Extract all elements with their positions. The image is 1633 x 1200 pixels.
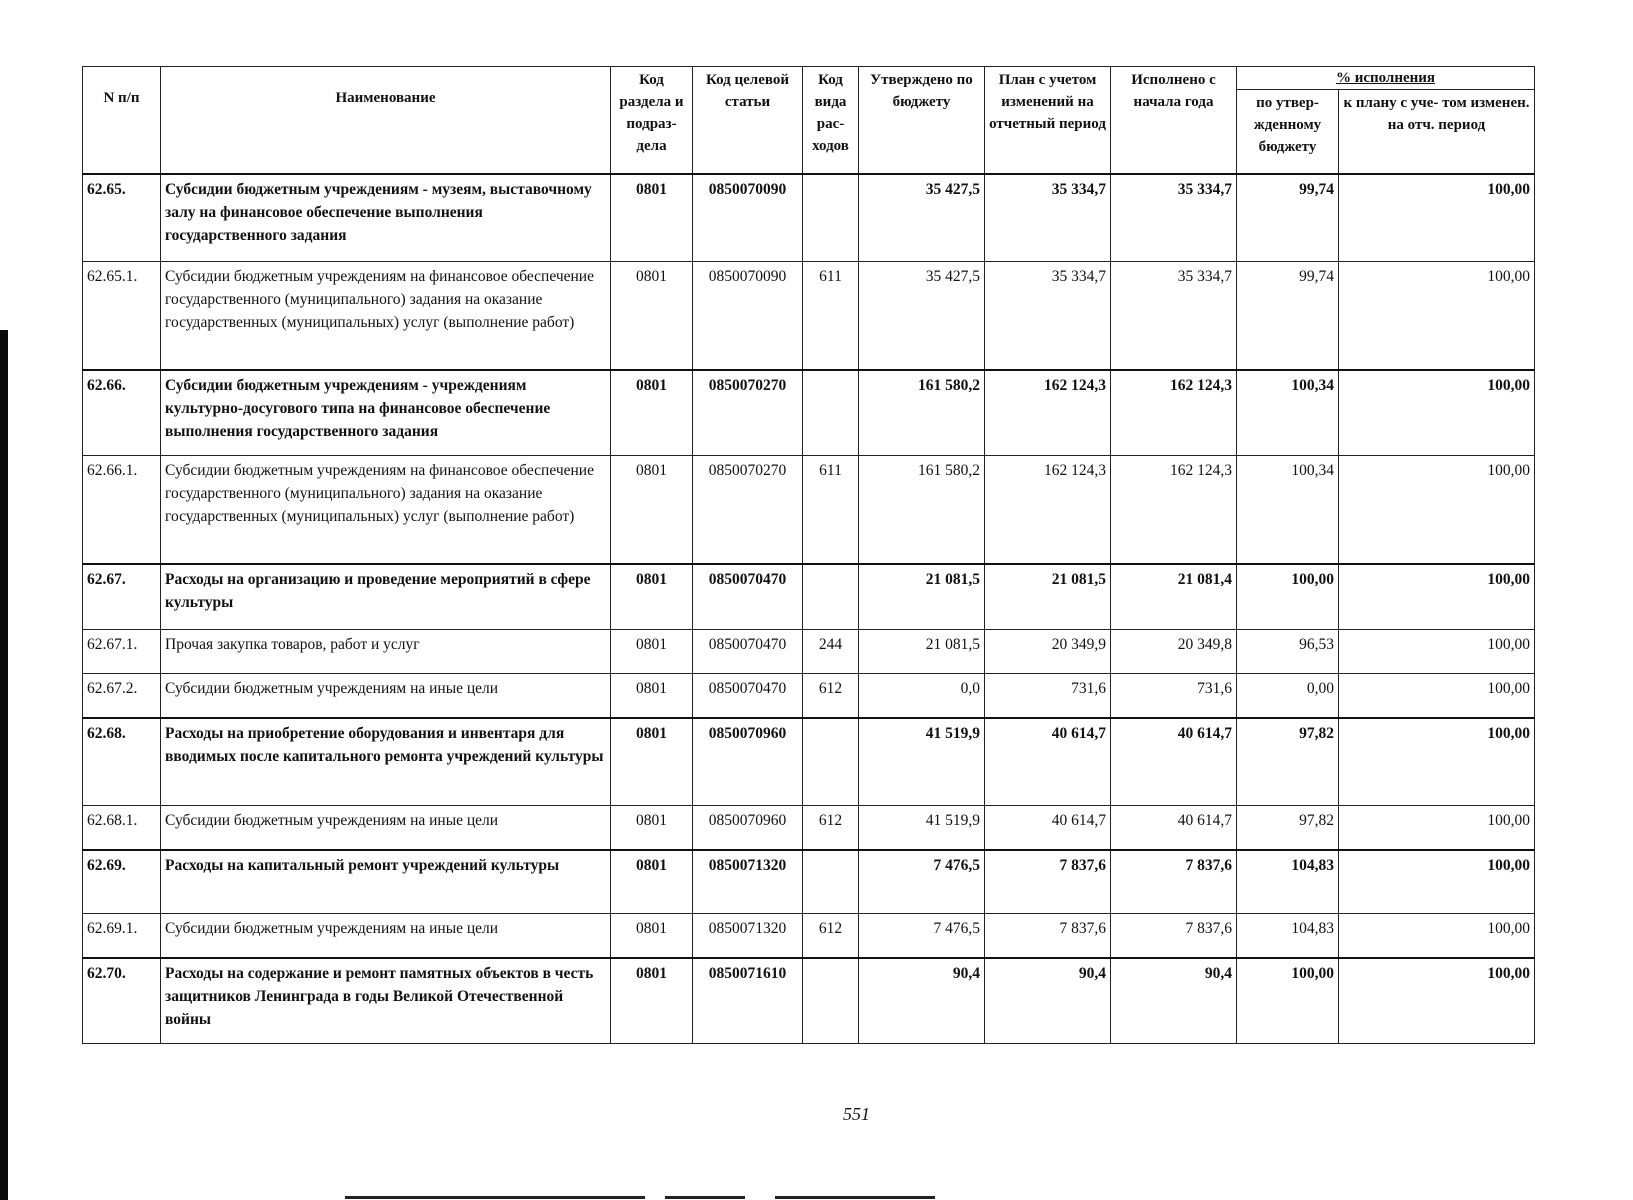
table-row — [83, 370, 1535, 456]
row-approved: 7 476,5 — [859, 850, 985, 914]
row-name: Субсидии бюджетным учреждениям на иные цели — [161, 914, 611, 958]
row-num: 62.65. — [83, 174, 161, 262]
row-approved: 90,4 — [859, 958, 985, 1044]
row-target-code: 0850070470 — [693, 630, 803, 674]
row-executed: 20 349,8 — [1111, 630, 1237, 674]
row-approved: 161 580,2 — [859, 456, 985, 564]
row-pct-budget: 100,34 — [1237, 370, 1339, 456]
row-expense-code — [803, 850, 859, 914]
header-num: N п/п — [83, 67, 161, 174]
row-num: 62.66. — [83, 370, 161, 456]
row-executed: 162 124,3 — [1111, 370, 1237, 456]
row-pct-plan: 100,00 — [1339, 564, 1535, 630]
row-plan: 7 837,6 — [985, 850, 1111, 914]
row-target-code: 0850070270 — [693, 370, 803, 456]
row-approved: 21 081,5 — [859, 630, 985, 674]
row-section-code: 0801 — [611, 262, 693, 370]
row-executed: 40 614,7 — [1111, 718, 1237, 806]
row-num: 62.69. — [83, 850, 161, 914]
table-row — [83, 914, 1535, 958]
row-executed: 40 614,7 — [1111, 806, 1237, 850]
row-pct-plan: 100,00 — [1339, 630, 1535, 674]
table-row — [83, 456, 1535, 564]
row-expense-code: 612 — [803, 806, 859, 850]
bottom-rule — [775, 1196, 935, 1199]
row-expense-code: 611 — [803, 262, 859, 370]
row-pct-plan: 100,00 — [1339, 674, 1535, 718]
row-name: Субсидии бюджетным учреждениям на финансовое обеспечение государственного (муниципального) задания на оказание государственных (муниципальных) услуг (выполнение работ) — [161, 262, 611, 370]
row-plan: 20 349,9 — [985, 630, 1111, 674]
row-pct-plan: 100,00 — [1339, 262, 1535, 370]
row-section-code: 0801 — [611, 718, 693, 806]
row-plan: 731,6 — [985, 674, 1111, 718]
table-row — [83, 718, 1535, 806]
row-name: Расходы на содержание и ремонт памятных объектов в честь защитников Ленинграда в годы Великой Отечественной войны — [161, 958, 611, 1044]
row-expense-code: 244 — [803, 630, 859, 674]
table-header — [83, 67, 1535, 174]
row-approved: 21 081,5 — [859, 564, 985, 630]
row-target-code: 0850070960 — [693, 806, 803, 850]
row-executed: 731,6 — [1111, 674, 1237, 718]
bottom-rule — [665, 1196, 745, 1199]
row-executed: 35 334,7 — [1111, 174, 1237, 262]
row-pct-budget: 0,00 — [1237, 674, 1339, 718]
bottom-rule — [345, 1196, 645, 1199]
table-row — [83, 850, 1535, 914]
scan-edge — [0, 330, 8, 1200]
row-name: Субсидии бюджетным учреждениям на иные цели — [161, 674, 611, 718]
row-name: Расходы на приобретение оборудования и инвентаря для вводимых после капитального ремонта учреждений культуры — [161, 718, 611, 806]
row-expense-code: 611 — [803, 456, 859, 564]
row-executed: 35 334,7 — [1111, 262, 1237, 370]
header-executed: Исполнено с начала года — [1111, 67, 1237, 174]
row-approved: 7 476,5 — [859, 914, 985, 958]
row-plan: 40 614,7 — [985, 806, 1111, 850]
page-number: 551 — [843, 1104, 870, 1124]
row-pct-budget: 100,00 — [1237, 564, 1339, 630]
row-name: Расходы на организацию и проведение мероприятий в сфере культуры — [161, 564, 611, 630]
row-expense-code: 612 — [803, 914, 859, 958]
header-approved: Утверждено по бюджету — [859, 67, 985, 174]
row-num: 62.70. — [83, 958, 161, 1044]
row-approved: 35 427,5 — [859, 262, 985, 370]
row-name: Субсидии бюджетным учреждениям - музеям, выставочному залу на финансовое обеспечение выполнения государственного задания — [161, 174, 611, 262]
row-expense-code — [803, 370, 859, 456]
row-name: Субсидии бюджетным учреждениям - учреждениям культурно-досугового типа на финансовое обеспечение выполнения государственного задания — [161, 370, 611, 456]
row-num: 62.68. — [83, 718, 161, 806]
table-row — [83, 958, 1535, 1044]
row-section-code: 0801 — [611, 630, 693, 674]
row-target-code: 0850071320 — [693, 914, 803, 958]
row-plan: 90,4 — [985, 958, 1111, 1044]
row-num: 62.66.1. — [83, 456, 161, 564]
row-target-code: 0850071610 — [693, 958, 803, 1044]
row-executed: 162 124,3 — [1111, 456, 1237, 564]
budget-execution-table — [82, 66, 1535, 1044]
row-plan: 21 081,5 — [985, 564, 1111, 630]
row-pct-budget: 97,82 — [1237, 718, 1339, 806]
table-row — [83, 806, 1535, 850]
header-pct-plan: к плану с уче- том изменен. на отч. период — [1339, 90, 1535, 174]
row-approved: 41 519,9 — [859, 718, 985, 806]
row-section-code: 0801 — [611, 174, 693, 262]
table-row — [83, 262, 1535, 370]
row-name: Расходы на капитальный ремонт учреждений культуры — [161, 850, 611, 914]
row-section-code: 0801 — [611, 914, 693, 958]
row-plan: 162 124,3 — [985, 456, 1111, 564]
row-section-code: 0801 — [611, 958, 693, 1044]
row-approved: 0,0 — [859, 674, 985, 718]
row-pct-plan: 100,00 — [1339, 914, 1535, 958]
row-executed: 7 837,6 — [1111, 914, 1237, 958]
row-name: Субсидии бюджетным учреждениям на финансовое обеспечение государственного (муниципального) задания на оказание государственных (муниципальных) услуг (выполнение работ) — [161, 456, 611, 564]
row-expense-code: 612 — [803, 674, 859, 718]
row-plan: 7 837,6 — [985, 914, 1111, 958]
row-executed: 90,4 — [1111, 958, 1237, 1044]
row-expense-code — [803, 718, 859, 806]
row-target-code: 0850070270 — [693, 456, 803, 564]
row-name: Прочая закупка товаров, работ и услуг — [161, 630, 611, 674]
header-percent-group: % исполнения — [1237, 67, 1535, 90]
row-pct-budget: 96,53 — [1237, 630, 1339, 674]
row-target-code: 0850070470 — [693, 674, 803, 718]
row-pct-plan: 100,00 — [1339, 456, 1535, 564]
row-section-code: 0801 — [611, 564, 693, 630]
row-pct-budget: 100,34 — [1237, 456, 1339, 564]
row-num: 62.69.1. — [83, 914, 161, 958]
header-pct-budget: по утвер- жденному бюджету — [1237, 90, 1339, 174]
header-plan: План с учетом изменений на отчетный период — [985, 67, 1111, 174]
row-expense-code — [803, 564, 859, 630]
row-approved: 161 580,2 — [859, 370, 985, 456]
row-target-code: 0850071320 — [693, 850, 803, 914]
row-approved: 41 519,9 — [859, 806, 985, 850]
row-name: Субсидии бюджетным учреждениям на иные цели — [161, 806, 611, 850]
table-row — [83, 674, 1535, 718]
row-pct-plan: 100,00 — [1339, 370, 1535, 456]
row-plan: 40 614,7 — [985, 718, 1111, 806]
row-expense-code — [803, 958, 859, 1044]
row-approved: 35 427,5 — [859, 174, 985, 262]
row-num: 62.67.2. — [83, 674, 161, 718]
row-pct-plan: 100,00 — [1339, 850, 1535, 914]
row-section-code: 0801 — [611, 806, 693, 850]
row-plan: 162 124,3 — [985, 370, 1111, 456]
row-pct-budget: 99,74 — [1237, 262, 1339, 370]
header-expense-code: Код вида рас- ходов — [803, 67, 859, 174]
row-num: 62.65.1. — [83, 262, 161, 370]
table-row — [83, 630, 1535, 674]
row-executed: 21 081,4 — [1111, 564, 1237, 630]
row-target-code: 0850070090 — [693, 174, 803, 262]
row-pct-budget: 104,83 — [1237, 914, 1339, 958]
header-target-code: Код целевой статьи — [693, 67, 803, 174]
row-section-code: 0801 — [611, 674, 693, 718]
table-row — [83, 174, 1535, 262]
row-section-code: 0801 — [611, 370, 693, 456]
row-expense-code — [803, 174, 859, 262]
row-target-code: 0850070960 — [693, 718, 803, 806]
row-num: 62.67. — [83, 564, 161, 630]
row-num: 62.67.1. — [83, 630, 161, 674]
row-pct-plan: 100,00 — [1339, 174, 1535, 262]
row-pct-plan: 100,00 — [1339, 718, 1535, 806]
row-target-code: 0850070090 — [693, 262, 803, 370]
row-num: 62.68.1. — [83, 806, 161, 850]
row-pct-budget: 99,74 — [1237, 174, 1339, 262]
row-plan: 35 334,7 — [985, 262, 1111, 370]
header-section-code: Код раздела и подраз- дела — [611, 67, 693, 174]
row-target-code: 0850070470 — [693, 564, 803, 630]
row-pct-budget: 104,83 — [1237, 850, 1339, 914]
row-section-code: 0801 — [611, 850, 693, 914]
header-name: Наименование — [161, 67, 611, 174]
row-pct-plan: 100,00 — [1339, 958, 1535, 1044]
row-pct-plan: 100,00 — [1339, 806, 1535, 850]
row-executed: 7 837,6 — [1111, 850, 1237, 914]
row-pct-budget: 100,00 — [1237, 958, 1339, 1044]
row-section-code: 0801 — [611, 456, 693, 564]
table-body — [83, 174, 1535, 1044]
row-plan: 35 334,7 — [985, 174, 1111, 262]
table-row — [83, 564, 1535, 630]
row-pct-budget: 97,82 — [1237, 806, 1339, 850]
